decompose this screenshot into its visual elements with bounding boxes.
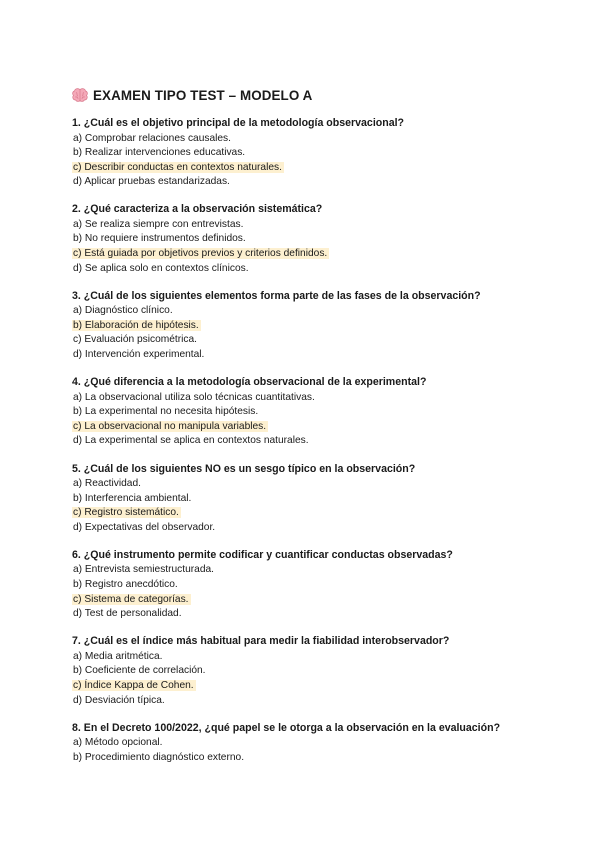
answer-option-row [72, 434, 542, 449]
answer-option-correct: c) Describir conductas en contextos naturales. [73, 161, 282, 173]
answer-option-correct: c) La observacional no manipula variables. [73, 420, 267, 432]
question-block [72, 289, 542, 363]
answer-option: d) Se aplica solo en contextos clínicos. [73, 262, 249, 274]
answer-option: a) Entrevista semiestructurada. [73, 564, 214, 576]
answer-option-row [72, 304, 542, 319]
answer-option-correct: c) Registro sistemático. [73, 507, 179, 519]
question-block [72, 634, 542, 708]
answer-option-row [72, 405, 542, 420]
answer-option-row [72, 593, 542, 608]
answer-option-row [72, 521, 542, 536]
answer-option: a) Método opcional. [73, 737, 163, 749]
question-text: 7. ¿Cuál es el índice más habitual para medir la fiabilidad interobservador? [72, 635, 450, 648]
answer-option-row [72, 607, 542, 622]
answer-option-row [72, 161, 542, 176]
answer-option: d) Test de personalidad. [73, 608, 182, 620]
question-list [72, 116, 542, 765]
page-title: EXAMEN TIPO TEST – MODELO A [93, 87, 313, 103]
answer-option: a) Diagnóstico clínico. [73, 305, 173, 317]
answer-option-row [72, 232, 542, 247]
answer-option-row [72, 694, 542, 709]
answer-option: b) Coeficiente de correlación. [73, 665, 206, 677]
answer-option: d) La experimental se aplica en contextos naturales. [73, 435, 309, 447]
answer-option-row [72, 146, 542, 161]
brain-icon [72, 88, 88, 102]
answer-option: a) Reactividad. [73, 478, 141, 489]
question-text: 2. ¿Qué caracteriza a la observación sistemática? [72, 203, 323, 216]
answer-option: a) Media aritmética. [73, 650, 163, 662]
answer-option: c) Evaluación psicométrica. [73, 334, 197, 346]
question-block [72, 202, 542, 276]
answer-option-row [72, 492, 542, 507]
answer-option-row [72, 420, 542, 435]
answer-option: b) La experimental no necesita hipótesis. [73, 406, 259, 418]
answer-option: d) Desviación típica. [73, 694, 165, 706]
answer-option-row [72, 650, 542, 665]
answer-option-row [72, 477, 542, 492]
title-row [72, 84, 542, 106]
answer-option: d) Aplicar pruebas estandarizadas. [73, 176, 230, 188]
answer-option-row [72, 348, 542, 363]
question-block [72, 375, 542, 449]
answer-option-row [72, 563, 542, 578]
answer-option: d) Expectativas del observador. [73, 521, 216, 533]
answer-option-row [72, 578, 542, 593]
question-text: 4. ¿Qué diferencia a la metodología observacional de la experimental? [72, 376, 427, 389]
answer-option-row [72, 391, 542, 406]
answer-option-row [72, 319, 542, 334]
answer-option-row [72, 247, 542, 262]
answer-option-row [72, 506, 542, 521]
question-text: 5. ¿Cuál de los siguientes NO es un sesgo típico en la observación? [72, 462, 416, 475]
answer-option-row [72, 751, 542, 766]
question-block [72, 721, 542, 766]
question-text: 1. ¿Cuál es el objetivo principal de la metodología observacional? [72, 117, 405, 129]
answer-option-row [72, 175, 542, 190]
exam-page [72, 84, 542, 778]
answer-option-row [72, 664, 542, 679]
answer-option: b) Realizar intervenciones educativas. [73, 147, 246, 159]
question-text: 6. ¿Qué instrumento permite codificar y cuantificar conductas observadas? [72, 548, 453, 561]
question-text: 3. ¿Cuál de los siguientes elementos forma parte de las fases de la observación? [72, 289, 481, 302]
answer-option: a) Se realiza siempre con entrevistas. [73, 218, 244, 230]
answer-option-row [72, 333, 542, 348]
answer-option: b) Procedimiento diagnóstico externo. [73, 751, 245, 763]
answer-option-row [72, 679, 542, 694]
answer-option: d) Intervención experimental. [73, 349, 205, 361]
answer-option-correct: c) Sistema de categorías. [73, 593, 189, 605]
question-block [72, 462, 542, 536]
answer-option: b) Interferencia ambiental. [73, 492, 192, 504]
question-block [72, 116, 542, 190]
question-text: 8. En el Decreto 100/2022, ¿qué papel se le otorga a la observación en la evaluación? [72, 721, 501, 734]
answer-option: b) Registro anecdótico. [73, 578, 178, 590]
answer-option-correct: c) Índice Kappa de Cohen. [73, 679, 194, 691]
answer-option-correct: c) Está guiada por objetivos previos y criterios definidos. [73, 248, 328, 260]
answer-option-row [72, 218, 542, 233]
answer-option-row [72, 132, 542, 147]
answer-option: b) No requiere instrumentos definidos. [73, 233, 246, 245]
answer-option-row [72, 736, 542, 751]
answer-option-correct: b) Elaboración de hipótesis. [73, 319, 199, 331]
question-block [72, 548, 542, 622]
answer-option: a) La observacional utiliza solo técnicas cuantitativas. [73, 391, 315, 403]
answer-option-row [72, 262, 542, 277]
answer-option: a) Comprobar relaciones causales. [73, 132, 231, 144]
